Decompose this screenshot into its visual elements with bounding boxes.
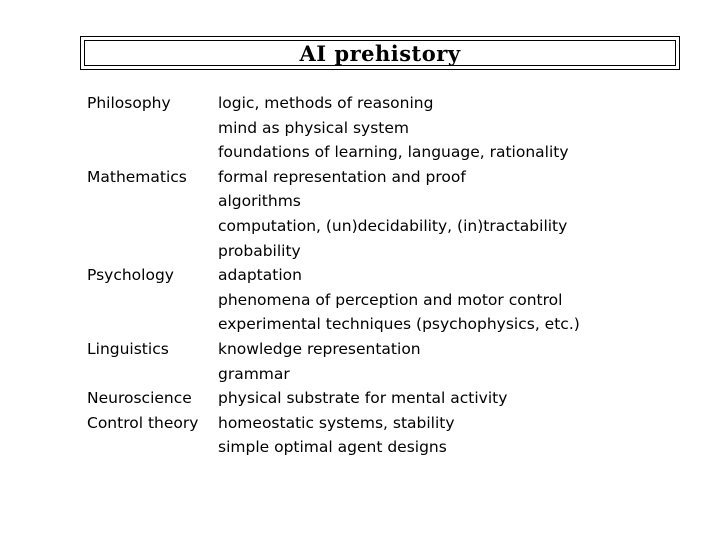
topic-item: phenomena of perception and motor control bbox=[218, 290, 563, 309]
topic-item: simple optimal agent designs bbox=[218, 438, 447, 457]
topic-item: adaptation bbox=[218, 266, 302, 285]
field-spacer bbox=[87, 140, 218, 165]
topic-item: probability bbox=[218, 241, 301, 260]
title-box bbox=[80, 36, 680, 70]
field-spacer bbox=[87, 312, 218, 337]
topic-item: formal representation and proof bbox=[218, 167, 466, 186]
field-spacer bbox=[87, 288, 218, 313]
topic-item: computation, (un)decidability, (in)tractability bbox=[218, 216, 568, 235]
field-spacer bbox=[87, 214, 218, 239]
topic-item: mind as physical system bbox=[218, 118, 410, 137]
topic-item: knowledge representation bbox=[218, 339, 421, 358]
slide-title: AI prehistory bbox=[299, 40, 461, 66]
field-spacer bbox=[87, 239, 218, 264]
topic-item: foundations of learning, language, rationality bbox=[218, 143, 569, 162]
field-spacer bbox=[87, 116, 218, 141]
topic-item: physical substrate for mental activity bbox=[218, 389, 508, 408]
field-name: Linguistics bbox=[87, 339, 169, 358]
field-name: Control theory bbox=[87, 413, 199, 432]
field-name: Neuroscience bbox=[87, 389, 192, 408]
topic-item: logic, methods of reasoning bbox=[218, 94, 434, 112]
field-spacer bbox=[87, 362, 218, 387]
topic-item: grammar bbox=[218, 364, 290, 383]
topic-item: algorithms bbox=[218, 192, 301, 211]
field-spacer bbox=[87, 435, 218, 460]
title-box-inner bbox=[84, 40, 676, 66]
prehistory-table bbox=[87, 91, 580, 460]
field-name: Philosophy bbox=[87, 94, 171, 112]
field-name: Mathematics bbox=[87, 167, 187, 186]
field-name: Psychology bbox=[87, 266, 174, 285]
topic-item: experimental techniques (psychophysics, etc.) bbox=[218, 315, 580, 334]
topic-item: homeostatic systems, stability bbox=[218, 413, 455, 432]
field-spacer bbox=[87, 189, 218, 214]
